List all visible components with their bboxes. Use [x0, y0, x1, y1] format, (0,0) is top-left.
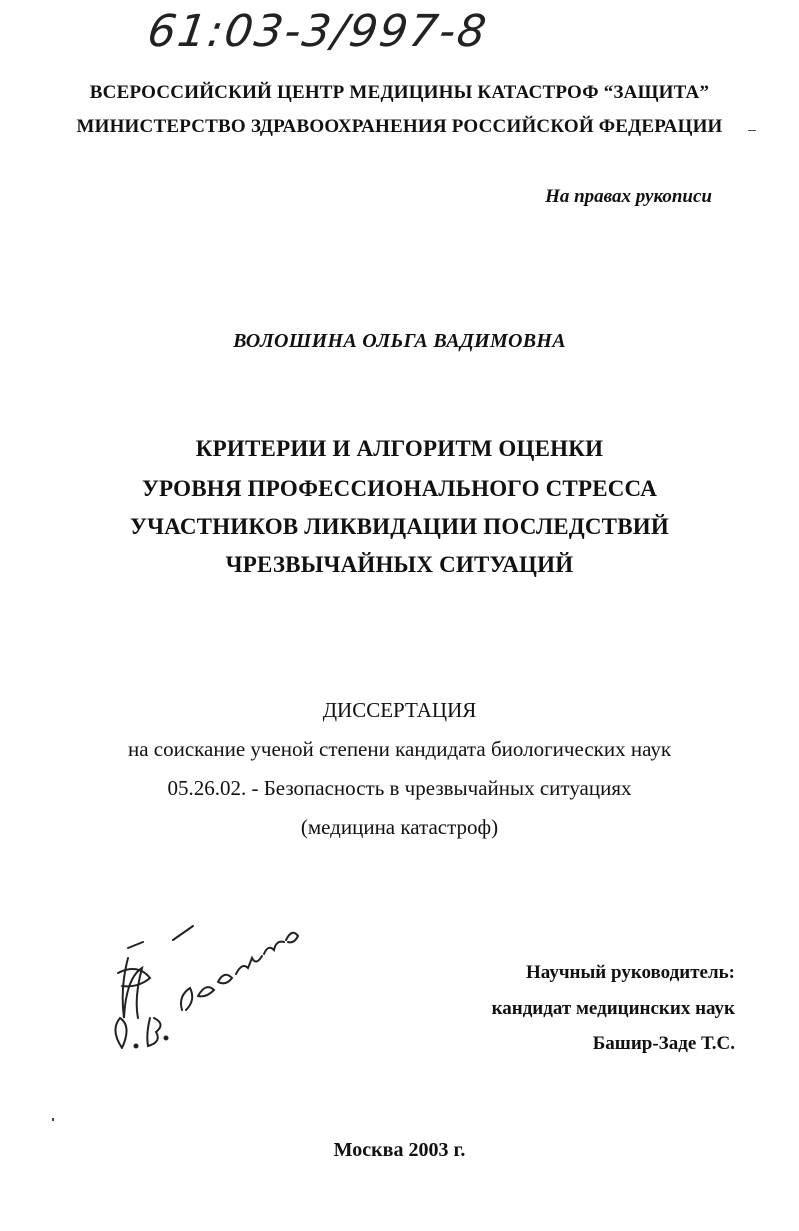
- dissertation-degree: на соискание ученой степени кандидата биологических наук: [127, 737, 672, 761]
- dissertation-specialty: 05.26.02. - Безопасность в чрезвычайных ситуациях: [167, 776, 632, 800]
- margin-dot: [52, 1118, 54, 1121]
- title-line: ЧРЕЗВЫЧАЙНЫХ СИТУАЦИЙ: [225, 552, 574, 577]
- supervisor-degree: кандидат медицинских наук: [491, 998, 735, 1019]
- city-year: Москва 2003 г.: [333, 1139, 466, 1161]
- margin-mark: [748, 130, 756, 131]
- author-name: ВОЛОШИНА ОЛЬГА ВАДИМОВНА: [233, 330, 566, 352]
- supervisor-label: Научный руководитель:: [526, 962, 735, 983]
- organization-line-2: МИНИСТЕРСТВО ЗДРАВООХРАНЕНИЯ РОССИЙСКОЙ ФЕДЕРАЦИИ: [76, 116, 723, 137]
- handwritten-signature: [98, 918, 318, 1068]
- title-line: УЧАСТНИКОВ ЛИКВИДАЦИИ ПОСЛЕДСТВИЙ: [130, 514, 669, 539]
- title-line: КРИТЕРИИ И АЛГОРИТМ ОЦЕНКИ: [195, 436, 604, 461]
- archive-code-handwritten: 61:03-3/997-8: [144, 6, 491, 57]
- organization-line-1: ВСЕРОССИЙСКИЙ ЦЕНТР МЕДИЦИНЫ КАТАСТРОФ “ЗАЩИТА”: [89, 82, 710, 103]
- dissertation-heading: ДИССЕРТАЦИЯ: [322, 698, 477, 722]
- manuscript-rights-note: На правах рукописи: [545, 186, 712, 207]
- title-line: УРОВНЯ ПРОФЕССИОНАЛЬНОГО СТРЕССА: [141, 476, 658, 501]
- supervisor-name: Башир-Заде Т.С.: [592, 1033, 735, 1054]
- dissertation-field: (медицина катастроф): [300, 815, 499, 839]
